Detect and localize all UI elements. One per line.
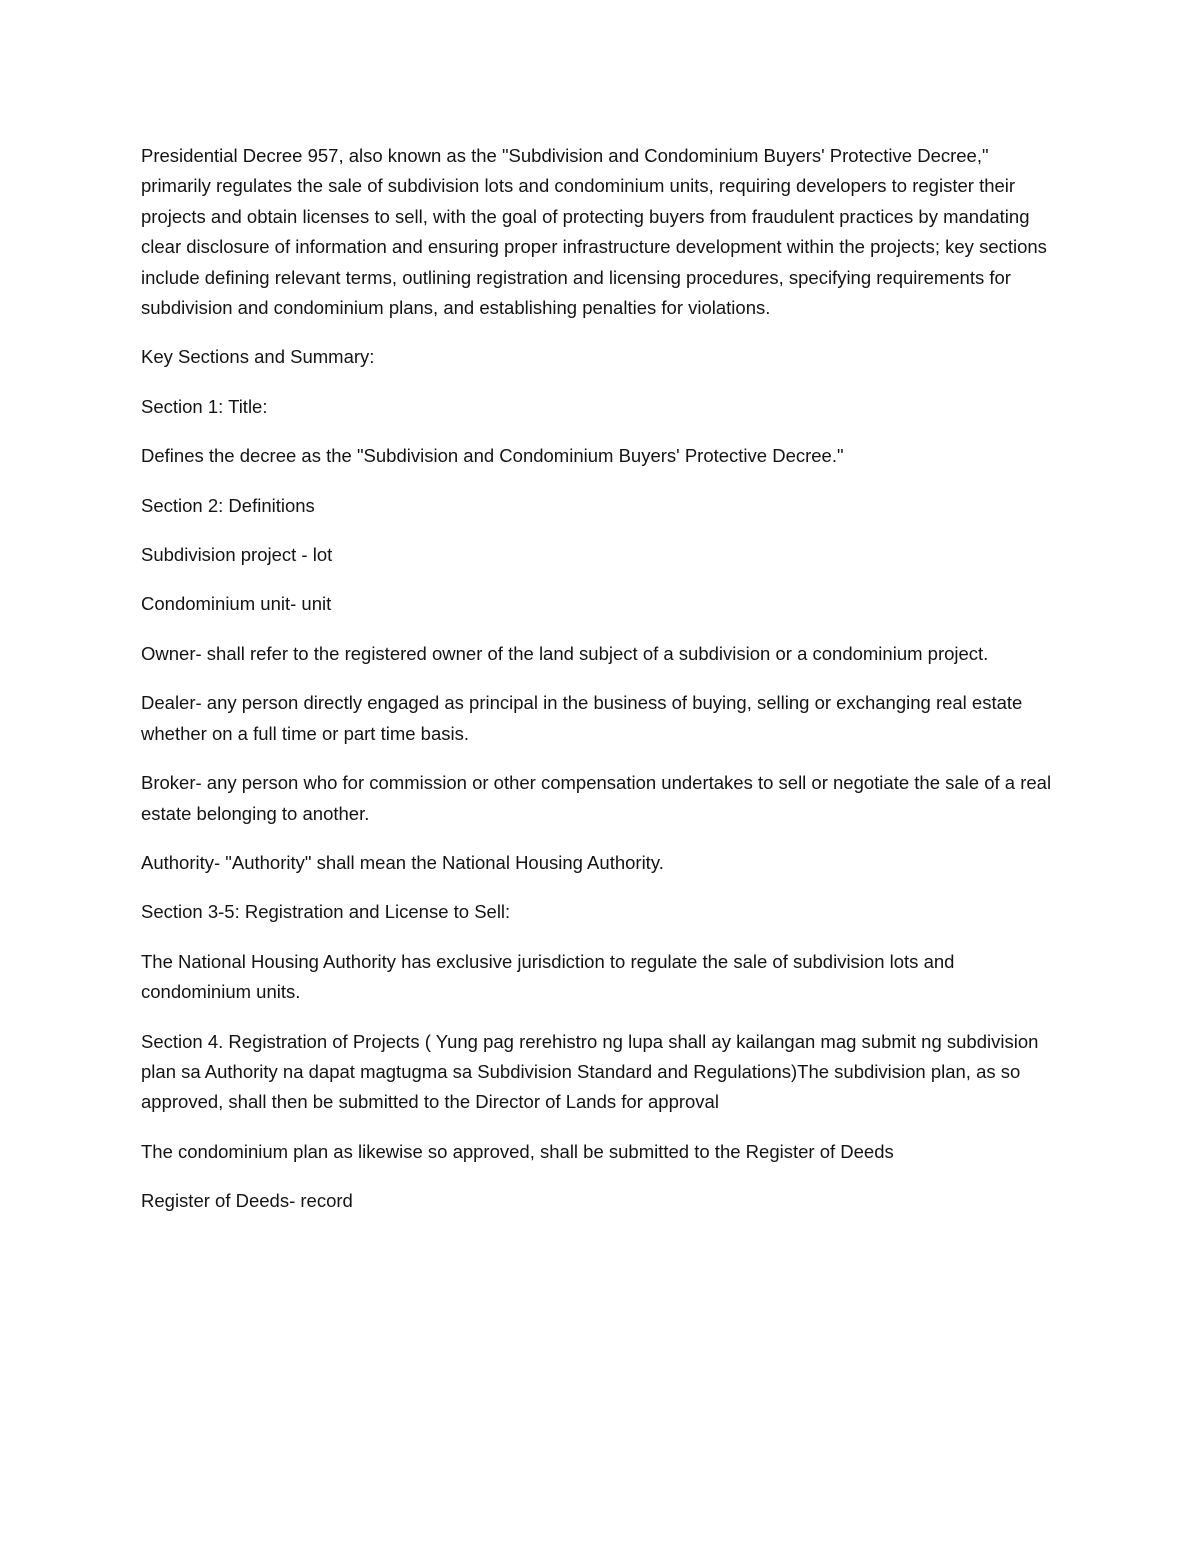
section-1-text: Defines the decree as the "Subdivision and Condominium Buyers' Protective Decree." [141,445,844,467]
key-sections-heading: Key Sections and Summary: [141,346,375,368]
definition-authority: Authority- "Authority" shall mean the National Housing Authority. [141,851,664,873]
register-of-deeds-text: Register of Deeds- record [141,1190,353,1212]
definition-owner: Owner- shall refer to the registered owner of the land subject of a subdivision or a condominium project. [141,642,989,664]
section-3-5-text: The National Housing Authority has exclusive jurisdiction to regulate the sale of subdivision lots and condominium units. [141,950,955,1003]
section-3-5-heading: Section 3-5: Registration and License to Sell: [141,901,511,923]
definition-broker: Broker- any person who for commission or other compensation undertakes to sell or negotiate the sale of a real estate belonging to another. [141,772,1052,824]
section-1-heading: Section 1: Title: [141,395,268,417]
condominium-plan-text: The condominium plan as likewise so approved, shall be submitted to the Register of Deeds [141,1140,894,1162]
definition-dealer: Dealer- any person directly engaged as principal in the business of buying, selling or exchanging real estate whether on a full time or part time basis. [141,692,1023,744]
definition-condominium-unit: Condominium unit- unit [141,593,332,615]
definition-subdivision-project: Subdivision project - lot [141,544,333,566]
document-body [141,141,1061,1236]
section-2-heading: Section 2: Definitions [141,494,315,516]
section-4-text: Section 4. Registration of Projects ( Yung pag rerehistro ng lupa shall ay kailangan mag submit ng subdivision plan sa Authority na dapat magtugma sa Subdivision Standard and Regulations)The subdivision plan, as so approved, shall then be submitted to the Director of Lands for approval [141,1030,1039,1113]
intro-paragraph: Presidential Decree 957, also known as the "Subdivision and Condominium Buyers' Protective Decree," primarily regulates the sale of subdivision lots and condominium units, requiring developers to register their projects and obtain licenses to sell, with the goal of protecting buyers from fraudulent practices by mandating clear disclosure of information and ensuring proper infrastructure development within the projects; key sections include defining relevant terms, outlining registration and licensing procedures, specifying requirements for subdivision and condominium plans, and establishing penalties for violations. [141,145,1047,319]
